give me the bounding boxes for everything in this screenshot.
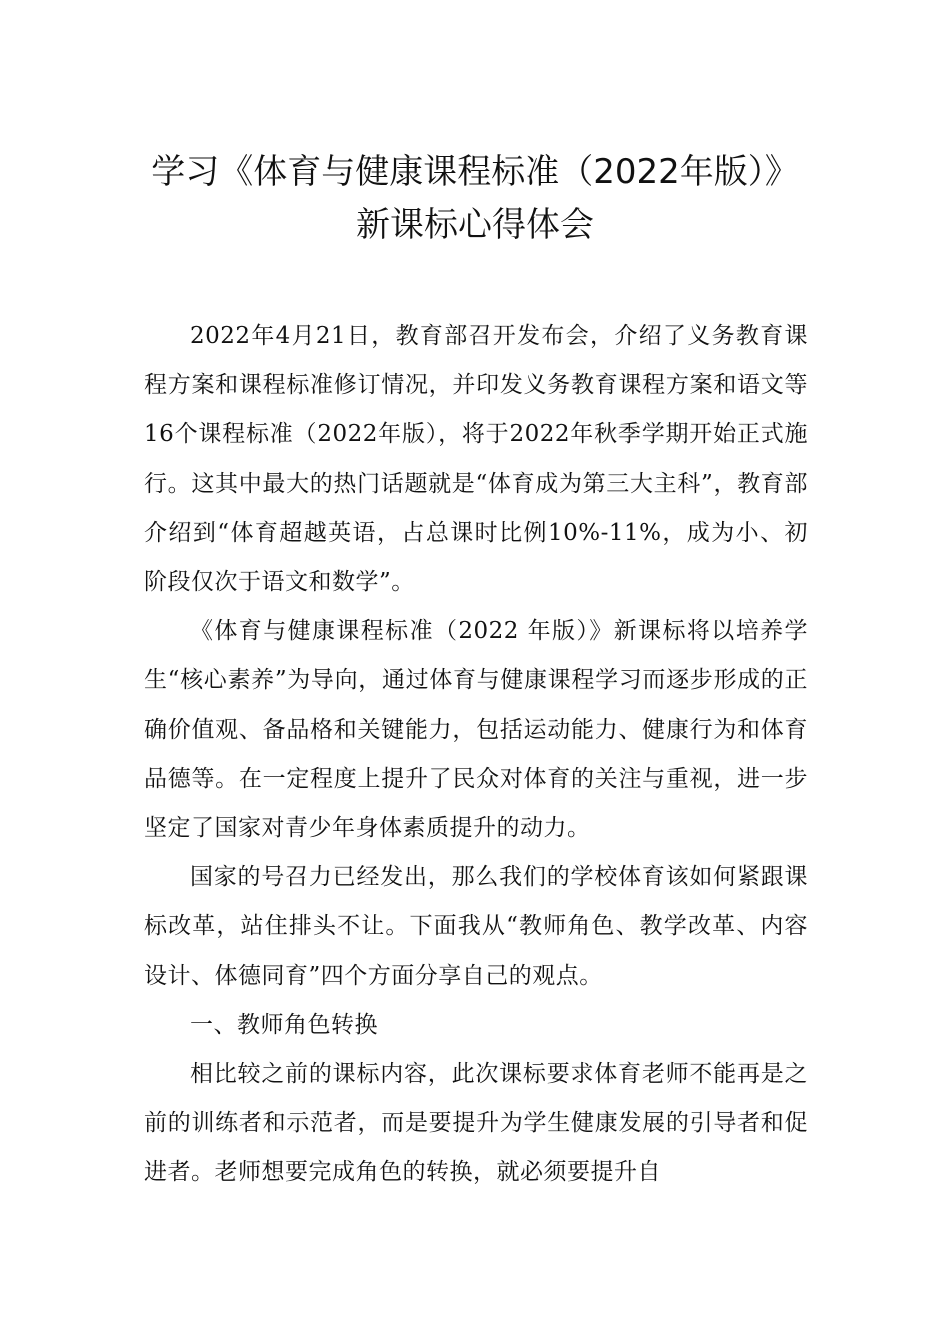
document-body <box>144 312 808 1198</box>
document-title-line-2: 新课标心得体会 <box>356 205 594 245</box>
paragraph-school-response: 国家的号召力已经发出，那么我们的学校体育该如何紧跟课标改革，站住排头不让。下面我从“教师角色、教学改革、内容设计、体德同育”四个方面分享自己的观点。 <box>144 864 808 989</box>
paragraph-intro: 2022年4月21日，教育部召开发布会，介绍了义务教育课程方案和课程标准修订情况，并印发义务教育课程方案和语文等16个课程标准（2022年版），将于2022年秋季学期开始正式施行。这其中最大的热门话题就是“体育成为第三大主科”，教育部介绍到“体育超越英语，占总课时比例10%-11%，成为小、初阶段仅次于语文和数学”。 <box>144 323 808 596</box>
section-heading-teacher-role: 一、教师角色转换 <box>190 1011 378 1038</box>
paragraph-teacher-role: 相比较之前的课标内容，此次课标要求体育老师不能再是之前的训练者和示范者，而是要提升为学生健康发展的引导者和促进者。老师想要完成角色的转换，就必须要提升自 <box>144 1061 808 1186</box>
paragraph-new-standard: 《体育与健康课程标准（2022 年版）》新课标将以培养学生“核心素养”为导向，通过体育与健康课程学习而逐步形成的正确价值观、备品格和关键能力，包括运动能力、健康行为和体育品德等。在一定程度上提升了民众对体育的关注与重视，进一步坚定了国家对青少年身体素质提升的动力。 <box>144 618 808 842</box>
document-title-line-1: 学习《体育与健康课程标准（2022年版）》 <box>151 152 799 192</box>
